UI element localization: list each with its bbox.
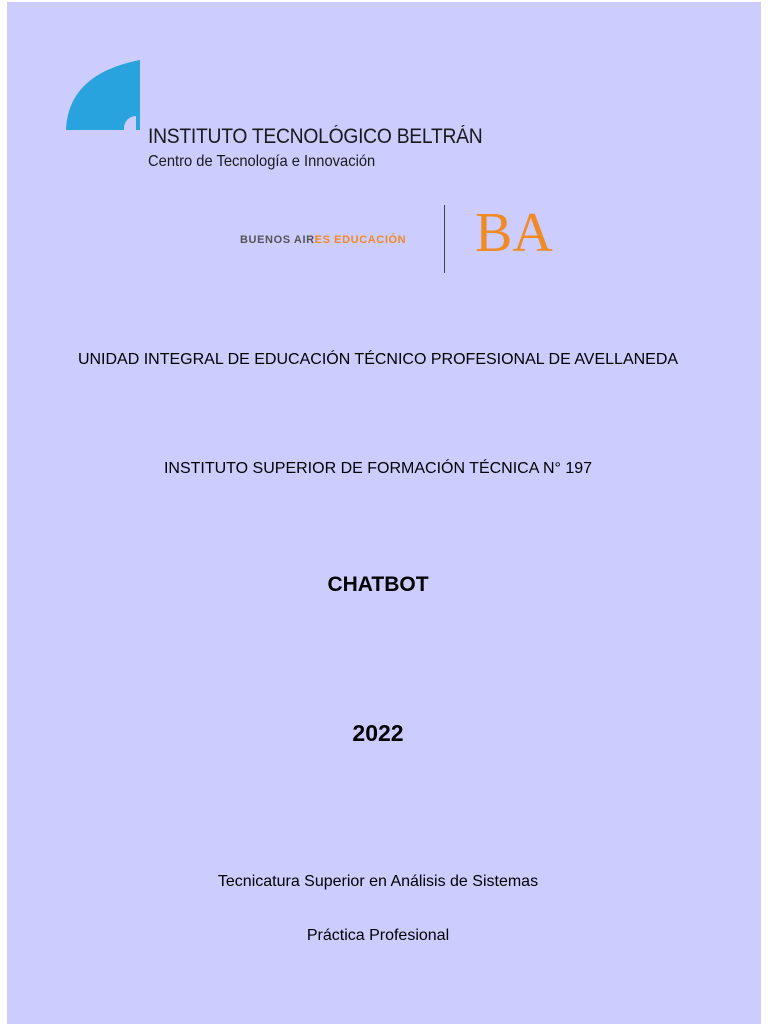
document-page <box>7 2 761 1024</box>
career-name: Tecnicatura Superior en Análisis de Sistemas <box>217 873 539 890</box>
unidad-heading: UNIDAD INTEGRAL DE EDUCACIÓN TÉCNICO PROFESIONAL DE AVELLANEDA <box>77 351 679 368</box>
buenos-aires-education-logo <box>240 234 406 246</box>
instituto-superior-heading: INSTITUTO SUPERIOR DE FORMACIÓN TÉCNICA N° 197 <box>163 460 593 477</box>
institute-logo-icon <box>66 60 140 130</box>
ba-logo-text-part1: BUENOS AIR <box>240 234 315 246</box>
ba-mark-logo: BA <box>475 202 553 264</box>
document-title: CHATBOT <box>327 573 429 596</box>
institute-name: INSTITUTO TECNOLÓGICO BELTRÁN <box>148 125 483 148</box>
logo-divider <box>444 205 445 273</box>
document-year: 2022 <box>352 720 404 746</box>
ba-logo-text-part2: ES EDUCACIÓN <box>314 234 407 246</box>
institute-subtitle: Centro de Tecnología e Innovación <box>148 153 376 170</box>
subject-name: Práctica Profesional <box>306 927 450 944</box>
